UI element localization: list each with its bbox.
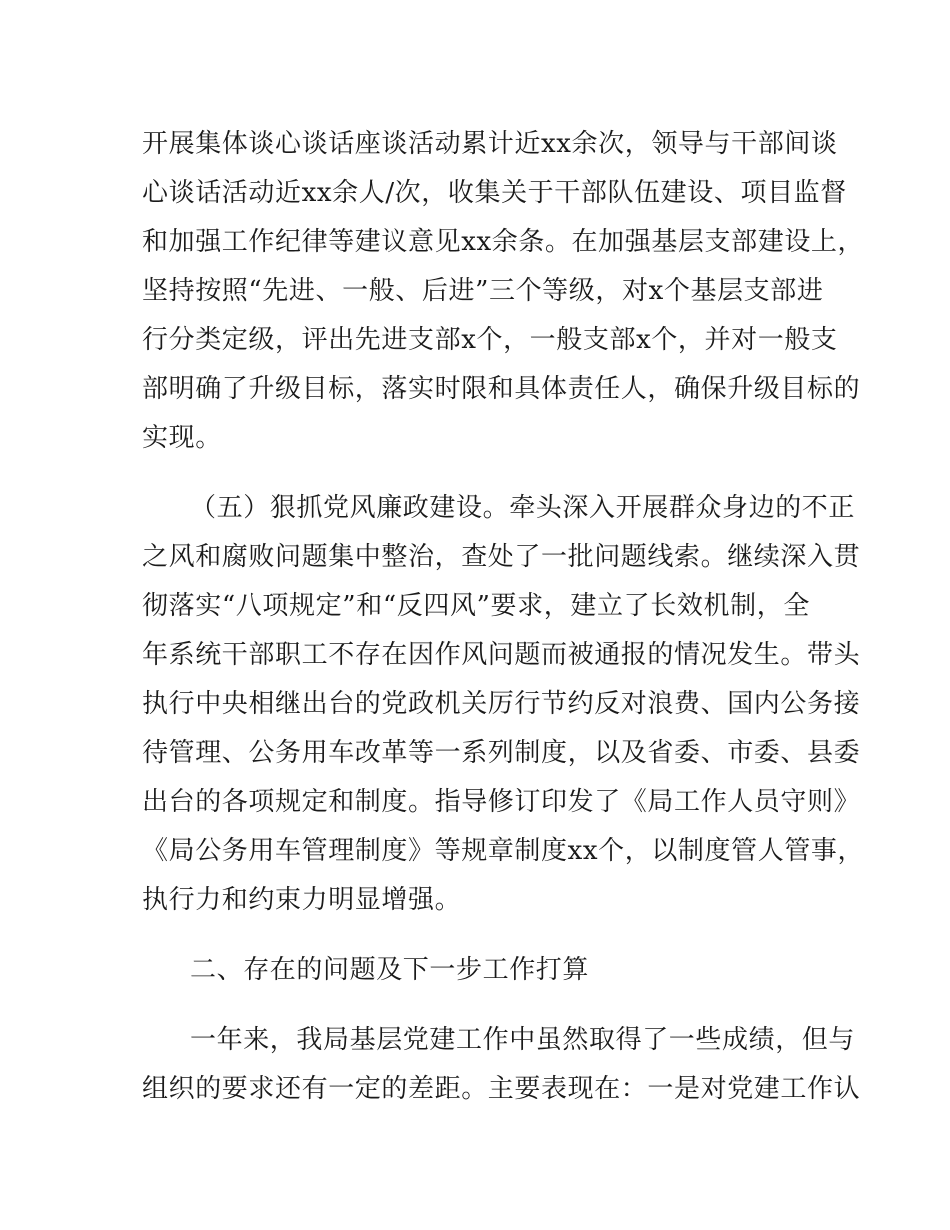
paragraph-2-line-6: 待管理、公务用车改革等一系列制度，以及省委、市委、县委 bbox=[142, 738, 861, 768]
paragraph-3-line-2: 组织的要求还有一定的差距。主要表现在：一是对党建工作认 bbox=[142, 1074, 861, 1104]
paragraph-1-line-4: 坚持按照“先进、一般、后进”三个等级，对x个基层支部进 bbox=[142, 276, 824, 306]
paragraph-2-line-1: （五）狠抓党风廉政建设。牵头深入开展群众身边的不正 bbox=[190, 493, 856, 523]
paragraph-1-line-5: 行分类定级，评出先进支部x个，一般支部x个，并对一般支 bbox=[142, 325, 838, 355]
paragraph-2-line-2: 之风和腐败问题集中整治，查处了一批问题线索。继续深入贯 bbox=[142, 542, 861, 572]
paragraph-1-line-1: 开展集体谈心谈话座谈活动累计近xx余次，领导与干部间谈 bbox=[142, 129, 838, 159]
paragraph-2-line-9: 执行力和约束力明显增强。 bbox=[142, 885, 462, 915]
paragraph-1-line-7: 实现。 bbox=[142, 423, 222, 453]
section-heading: 二、存在的问题及下一步工作打算 bbox=[190, 955, 590, 985]
paragraph-1-line-3: 和加强工作纪律等建议意见xx余条。在加强基层支部建设上， bbox=[142, 227, 865, 257]
paragraph-2-line-5: 执行中央相继出台的党政机关厉行节约反对浪费、国内公务接 bbox=[142, 689, 861, 719]
paragraph-2-line-8: 《局公务用车管理制度》等规章制度xx个，以制度管人管事， bbox=[142, 836, 865, 866]
paragraph-1-line-6: 部明确了升级目标，落实时限和具体责任人，确保升级目标的 bbox=[142, 374, 861, 404]
paragraph-3-line-1: 一年来，我局基层党建工作中虽然取得了一些成绩，但与 bbox=[190, 1025, 856, 1055]
paragraph-2-line-4: 年系统干部职工不存在因作风问题而被通报的情况发生。带头 bbox=[142, 640, 861, 670]
paragraph-1-line-2: 心谈话活动近xx余人/次，收集关于干部队伍建设、项目监督 bbox=[142, 178, 847, 208]
paragraph-2-line-7: 出台的各项规定和制度。指导修订印发了《局工作人员守则》 bbox=[142, 787, 861, 817]
paragraph-2-line-3: 彻落实“八项规定”和“反四风”要求，建立了长效机制，全 bbox=[142, 591, 810, 621]
